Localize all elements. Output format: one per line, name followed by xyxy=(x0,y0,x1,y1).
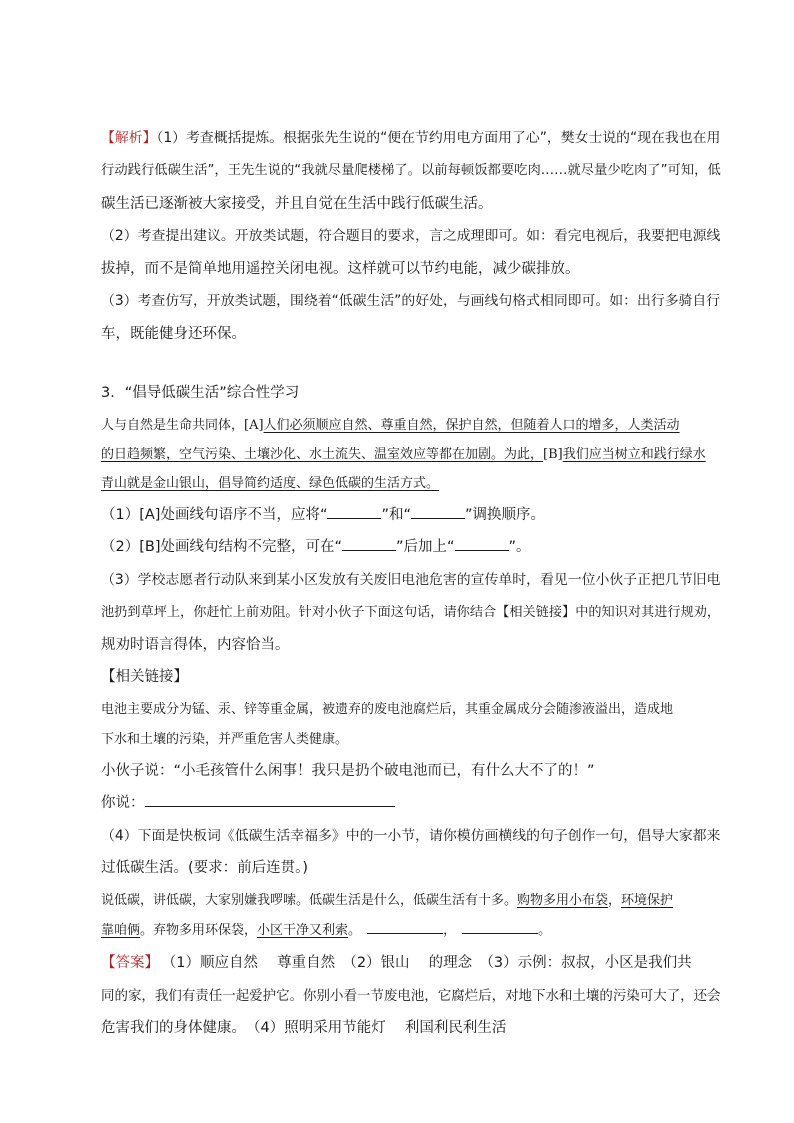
verse-underlined: 环境保护 xyxy=(621,893,674,908)
verse-text: ， xyxy=(608,893,622,908)
passage-line-1 xyxy=(101,416,721,436)
answer-text: （1）顺应自然 尊重自然 （2）银山 的理念 （3）示例：叔叔，小区是我们共 xyxy=(169,955,692,971)
answer-blank[interactable] xyxy=(462,921,538,934)
analysis-line-3: 碳生活已逐渐被大家接受，并且自觉在生活中践行低碳生活。 xyxy=(101,196,493,212)
underlined-sentence-a: 人们必须顺应自然、尊重自然，保护自然，但随着人口的增多，人类活动 xyxy=(263,418,680,433)
answer-line[interactable] xyxy=(145,794,395,807)
analysis-line-6: （3）考查仿写，开放类试题，围绕着“低碳生活”的好处，与画线句格式相同即可。如：出行多骑自行 xyxy=(101,293,721,309)
verse-line-1 xyxy=(101,891,721,911)
marker-b: [B] xyxy=(543,447,563,462)
subq1-text: （1）[A]处画线句语序不当，应将“ xyxy=(101,507,328,523)
passage-text: 人与自然是生命共同体，[A] xyxy=(101,418,264,433)
subq1 xyxy=(101,505,721,525)
underlined-sentence-a-cont: 的日趋频繁，空气污染、土壤沙化、水土流失、温室效应等都在加剧。为此， xyxy=(101,447,544,462)
analysis-line-4: （2）考查提出建议。开放类试题，符合题目的要求，言之成理即可。如：看完电视后，我要把电源线 xyxy=(101,228,721,244)
subq3-line-1: （3）学校志愿者行动队来到某小区发放有关废旧电池危害的宣传单时，看见一位小伙子正把几节旧电 xyxy=(101,572,721,588)
verse-text: ， xyxy=(443,923,457,938)
answer-tag: 【答案】 xyxy=(101,955,159,971)
underlined-sentence-b-cont: 青山就是金山银山，倡导简约适度、绿色低碳的生活方式。 xyxy=(101,476,440,491)
verse-underlined: 靠咱俩 xyxy=(101,923,141,938)
answer-line-1 xyxy=(101,953,721,973)
you-say xyxy=(101,793,721,813)
analysis-text: （1）考查概括提炼。根据张先生说的“便在节约用电方面用了心”，樊女士说的“现在我也在用 xyxy=(156,130,721,146)
passage-line-2 xyxy=(101,445,721,465)
answer-blank[interactable] xyxy=(367,921,443,934)
subq3-line-2: 池扔到草坪上，你赶忙上前劝阻。针对小伙子下面这句话，请你结合【相关链接】中的知识对其进行规劝， xyxy=(101,605,721,620)
subq3-line-3: 规劝时语言得体，内容恰当。 xyxy=(101,637,290,653)
verse-underlined: 购物多用小布袋 xyxy=(517,893,609,908)
analysis-line-5: 拔掉，而不是简单地用遥控关闭电视。这样就可以节约电能，减少碳排放。 xyxy=(101,261,580,277)
passage-line-3 xyxy=(101,474,721,494)
question-title: 3．“倡导低碳生活”综合性学习 xyxy=(101,385,300,401)
analysis-line-7: 车，既能健身还环保。 xyxy=(101,326,246,342)
answer-blank[interactable] xyxy=(327,506,381,519)
subq2-text: （2）[B]处画线句结构不完整，可在“ xyxy=(101,539,342,555)
related-link-line-1: 电池主要成分为锰、汞、锌等重金属，被遗弃的废电池腐烂后，其重金属成分会随渗液溢出，造成地 xyxy=(101,702,674,717)
subq2-text: ”后加上“ xyxy=(396,539,455,555)
related-link-line-2: 下水和土壤的污染，并严重危害人类健康。 xyxy=(101,732,349,747)
boy-says: 小伙子说：“小毛孩管什么闲事！我只是扔个破电池而已，有什么大不了的！” xyxy=(101,763,595,779)
verse-text: 。弃物多用环保袋， xyxy=(140,923,258,938)
underlined-sentence-b: 我们应当树立和践行绿水 xyxy=(562,447,706,462)
verse-text: 说低碳，讲低碳，大家别嫌我啰嗦。低碳生活是什么，低碳生活有十多。 xyxy=(101,893,518,908)
analysis-line-2: 行动践行低碳生活”，王先生说的“我就尽量爬楼梯了。以前每顿饭都要吃肉……就尽量少吃肉了”可知，低 xyxy=(101,163,721,178)
analysis-line-1 xyxy=(101,128,721,148)
answer-blank[interactable] xyxy=(342,538,396,551)
verse-text: 。 xyxy=(538,923,552,938)
you-say-label: 你说： xyxy=(101,795,145,811)
verse-line-2 xyxy=(101,921,721,941)
answer-blank[interactable] xyxy=(455,538,509,551)
verse-underlined: 小区干净又利索 xyxy=(257,923,349,938)
subq4-line-1: （4）下面是快板词《低碳生活幸福多》中的一小节，请你模仿画横线的句子创作一句，倡导大家都来 xyxy=(101,828,721,844)
related-link-title: 【相关链接】 xyxy=(101,669,188,685)
subq1-text: ”和“ xyxy=(381,507,412,523)
answer-line-2: 同的家，我们有责任一起爱护它。你别小看一节废电池，它腐烂后，对地下水和土壤的污染可大了，还会 xyxy=(101,988,721,1004)
subq4-line-2: 过低碳生活。(要求：前后连贯。) xyxy=(101,860,309,876)
subq2 xyxy=(101,537,721,557)
subq1-text: ”调换顺序。 xyxy=(465,507,546,523)
answer-line-3: 危害我们的身体健康。 （4）照明采用节能灯 利国利民利生活 xyxy=(101,1020,507,1036)
subq2-text: ”。 xyxy=(508,539,531,555)
verse-text: 。 xyxy=(348,923,362,938)
analysis-tag: 【解析】 xyxy=(101,130,157,146)
answer-blank[interactable] xyxy=(411,506,465,519)
